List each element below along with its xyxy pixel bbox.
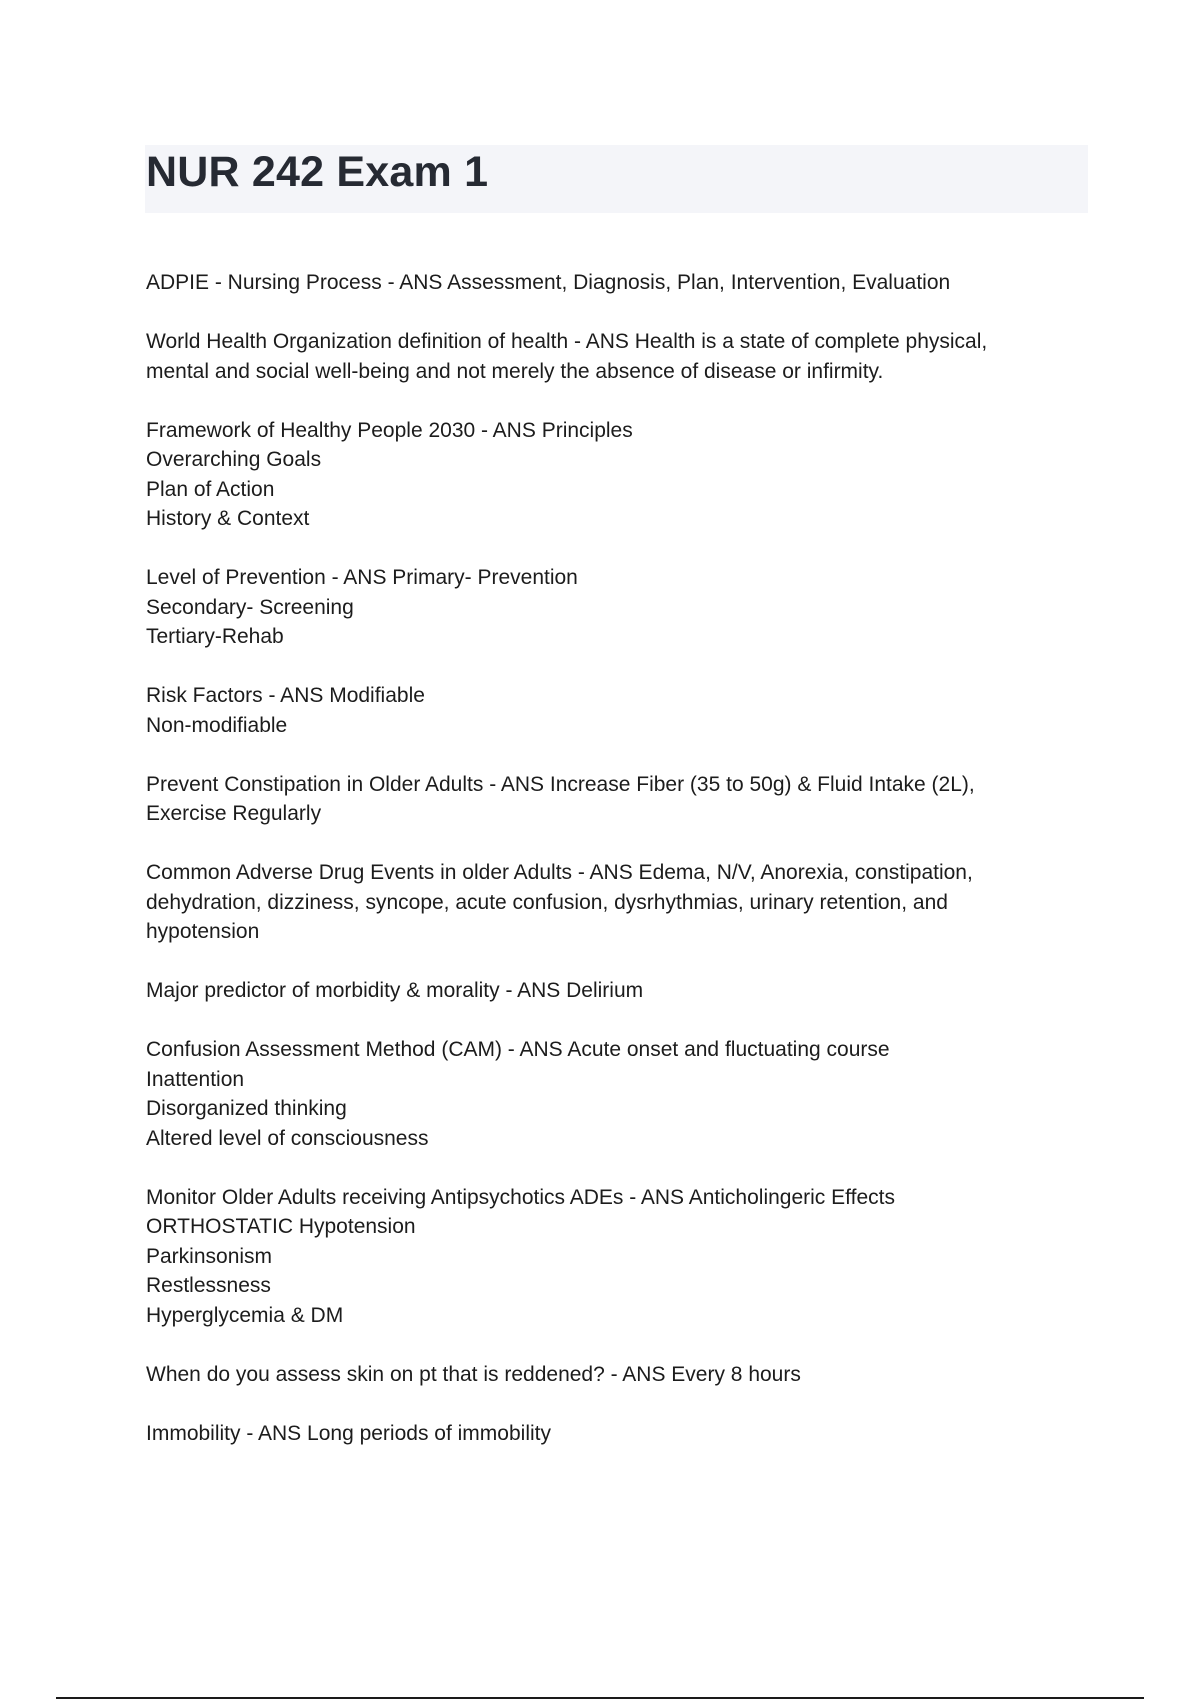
entry-line: Parkinsonism — [146, 1244, 273, 1268]
qa-entry — [146, 327, 1076, 386]
entry-line: Disorganized thinking — [146, 1097, 347, 1120]
entry-line: Plan of Action — [146, 477, 275, 501]
qa-entry — [146, 976, 1076, 1006]
qa-entry — [146, 1360, 1076, 1390]
entry-line: Altered level of consciousness — [146, 1126, 429, 1150]
entry-line: hypotension — [146, 920, 260, 943]
qa-entry — [146, 1035, 1076, 1153]
entry-line: Exercise Regularly — [146, 802, 322, 825]
entry-line: Tertiary-Rehab — [146, 625, 284, 648]
entry-line: History & Context — [146, 507, 310, 530]
entry-line: Major predictor of morbidity & morality - ANS Delirium — [146, 979, 644, 1002]
entry-line: Non-modifiable — [146, 713, 288, 737]
qa-entry — [146, 681, 1076, 740]
entry-line: ORTHOSTATIC Hypotension — [146, 1215, 416, 1238]
document-title: NUR 242 Exam 1 — [146, 148, 489, 196]
entry-line: Risk Factors - ANS Modifiable — [146, 684, 425, 707]
qa-entry — [146, 858, 1076, 947]
qa-entry — [146, 563, 1076, 652]
entry-line: Prevent Constipation in Older Adults - ANS Increase Fiber (35 to 50g) & Fluid Intake (2L), — [146, 772, 975, 796]
entry-line: Confusion Assessment Method (CAM) - ANS Acute onset and fluctuating course — [146, 1038, 890, 1061]
qa-entry — [146, 1183, 1076, 1331]
entry-line: Secondary- Screening — [146, 595, 354, 619]
entry-line: Immobility - ANS Long periods of immobility — [146, 1421, 551, 1445]
qa-entry — [146, 268, 1076, 298]
entry-line: Level of Prevention - ANS Primary- Prevention — [146, 566, 578, 589]
entry-line: mental and social well-being and not merely the absence of disease or infirmity. — [146, 359, 884, 383]
entry-line: ADPIE - Nursing Process - ANS Assessment, Diagnosis, Plan, Intervention, Evaluation — [146, 271, 951, 294]
entry-line: Common Adverse Drug Events in older Adults - ANS Edema, N/V, Anorexia, constipation, — [146, 861, 973, 884]
entry-line: World Health Organization definition of health - ANS Health is a state of complete physical, — [146, 330, 988, 353]
qa-entry — [146, 1419, 1076, 1449]
qa-entry — [146, 416, 1076, 534]
entry-line: When do you assess skin on pt that is reddened? - ANS Every 8 hours — [146, 1362, 801, 1386]
entry-line: Inattention — [146, 1067, 245, 1091]
entry-line: Monitor Older Adults receiving Antipsychotics ADEs - ANS Anticholingeric Effects — [146, 1185, 895, 1209]
qa-entry — [146, 770, 1076, 829]
entry-line: Restlessness — [146, 1274, 271, 1297]
entry-line: Hyperglycemia & DM — [146, 1303, 344, 1327]
entry-line: dehydration, dizziness, syncope, acute confusion, dysrhythmias, urinary retention, and — [146, 890, 948, 914]
footer-divider — [56, 1697, 1144, 1699]
entry-line: Overarching Goals — [146, 448, 322, 471]
entry-line: Framework of Healthy People 2030 - ANS Principles — [146, 418, 633, 442]
document-body — [146, 268, 1076, 1478]
